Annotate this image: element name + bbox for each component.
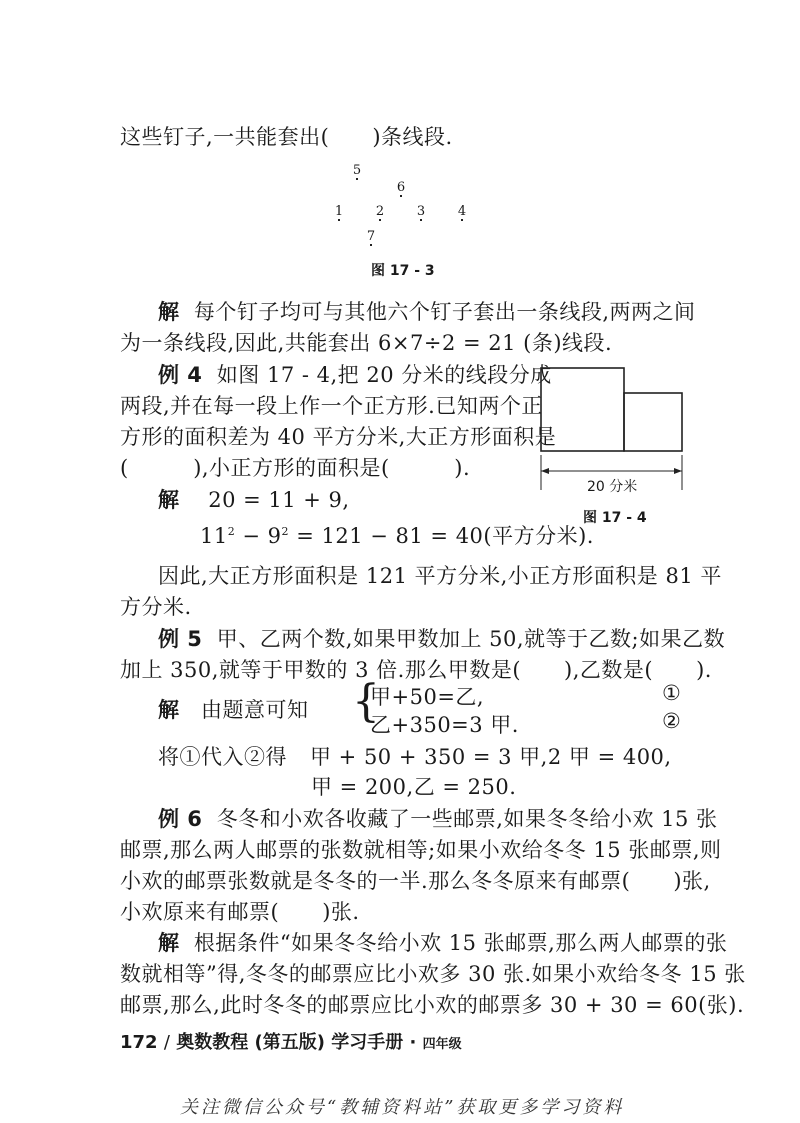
footer-dot: · [409, 1032, 417, 1053]
large-square [541, 368, 624, 451]
nail-5: 5 [352, 163, 362, 178]
example-4-line3: 方形的面积差为 40 平方分米,大正方形面积是 [120, 425, 557, 449]
nail-7: 7 [366, 229, 376, 244]
arrow-left-icon [541, 468, 549, 474]
example-6-line1 [158, 803, 718, 833]
example-4-solution-line1 [158, 484, 350, 514]
equation-2: 乙+350=3 甲. [370, 713, 519, 737]
example-4-text1: 如图 17 - 4,把 20 分米的线段分成 [216, 363, 552, 387]
page-footer [120, 1028, 462, 1054]
example-6-line4: 小欢原来有邮票( )张. [120, 900, 360, 924]
example-5-line2: 加上 350,就等于甲数的 3 倍.那么甲数是( ),乙数是( ). [120, 658, 712, 682]
example-6-label: 例 6 [158, 807, 203, 831]
substitution-line2: 甲 = 200,乙 = 250. [311, 775, 517, 799]
intro-line: 这些钉子,一共能套出( )条线段. [120, 125, 453, 149]
example-4-conclusion-line1: 因此,大正方形面积是 121 平方分米,小正方形面积是 81 平 [158, 564, 722, 588]
nail-1: 1 [334, 204, 344, 219]
example-6-text1: 冬冬和小欢各收藏了一些邮票,如果冬冬给小欢 15 张 [216, 807, 718, 831]
example-6-line2: 邮票,那么两人邮票的张数就相等;如果小欢给冬冬 15 张邮票,则 [120, 838, 722, 862]
example-4-solution-text1: 20 = 11 + 9, [208, 488, 350, 512]
solution-label: 解 [158, 931, 180, 955]
footer-slash: / [163, 1032, 170, 1053]
example-4-line1 [158, 359, 552, 389]
system-brace: { [352, 676, 380, 727]
equation-1-marker: ① [662, 681, 682, 705]
figure-17-4-caption: 图 17 - 4 [583, 510, 647, 526]
equation-2-marker: ② [662, 709, 682, 733]
example-5-label: 例 5 [158, 627, 203, 651]
small-square [624, 393, 682, 451]
example-5-line1 [158, 623, 725, 653]
example-6-solution-text1: 根据条件“如果冬冬给小欢 15 张邮票,那么两人邮票的张 [193, 931, 728, 955]
substitution-intro: 将①代入②得 [158, 745, 287, 769]
example-6-solution-line2: 数就相等”得,冬冬的邮票应比小欢多 30 张.如果小欢给冬冬 15 张 [120, 962, 746, 986]
substitution-line1: 甲 + 50 + 350 = 3 甲,2 甲 = 400, [310, 745, 672, 769]
example-4-label: 例 4 [158, 363, 203, 387]
nail-2: 2 [375, 204, 385, 219]
example-4-solution-line2: $11^2 - 9^2 = 121 - 81 = 40$(平方分米). [200, 524, 594, 548]
example-4-line4: ( ),小正方形的面积是( ). [120, 456, 471, 480]
nail-3: 3 [416, 204, 426, 219]
solution-3-line2: 为一条线段,因此,共能套出 6×7÷2 = 21 (条)线段. [120, 331, 613, 355]
watermark-text: 关注微信公众号“教辅资料站”获取更多学习资料 [180, 1097, 625, 1118]
example-6-solution-line1 [158, 927, 727, 957]
solution-label: 解 [158, 300, 180, 324]
solution-label: 解 [158, 698, 180, 722]
arrow-right-icon [674, 468, 682, 474]
figure-17-3-caption: 图 17 - 3 [371, 263, 435, 279]
example-4-line2: 两段,并在每一段上作一个正方形.已知两个正 [120, 394, 543, 418]
example-5-solution-text: 由题意可知 [201, 698, 309, 722]
grade-label: 四年级 [422, 1037, 462, 1052]
nail-4: 4 [457, 204, 467, 219]
book-title: 奥数教程 (第五版) 学习手册 [176, 1032, 404, 1053]
solution-label: 解 [158, 488, 180, 512]
solution-3-text1: 每个钉子均可与其他六个钉子套出一条线段,两两之间 [193, 300, 696, 324]
page-number: 172 [120, 1032, 158, 1053]
figure-17-4-dimension: 20 分米 [585, 476, 639, 496]
example-5-solution-intro [158, 694, 309, 724]
example-5-text1: 甲、乙两个数,如果甲数加上 50,就等于乙数;如果乙数 [216, 627, 726, 651]
example-6-line3: 小欢的邮票张数就是冬冬的一半.那么冬冬原来有邮票( )张, [120, 869, 711, 893]
solution-3-line1 [158, 296, 696, 326]
example-4-conclusion-line2: 方分米. [120, 595, 192, 619]
nail-6: 6 [396, 180, 406, 195]
example-6-solution-line3: 邮票,那么,此时冬冬的邮票应比小欢的邮票多 30 + 30 = 60(张). [120, 993, 745, 1017]
equation-1: 甲+50=乙, [370, 685, 485, 709]
